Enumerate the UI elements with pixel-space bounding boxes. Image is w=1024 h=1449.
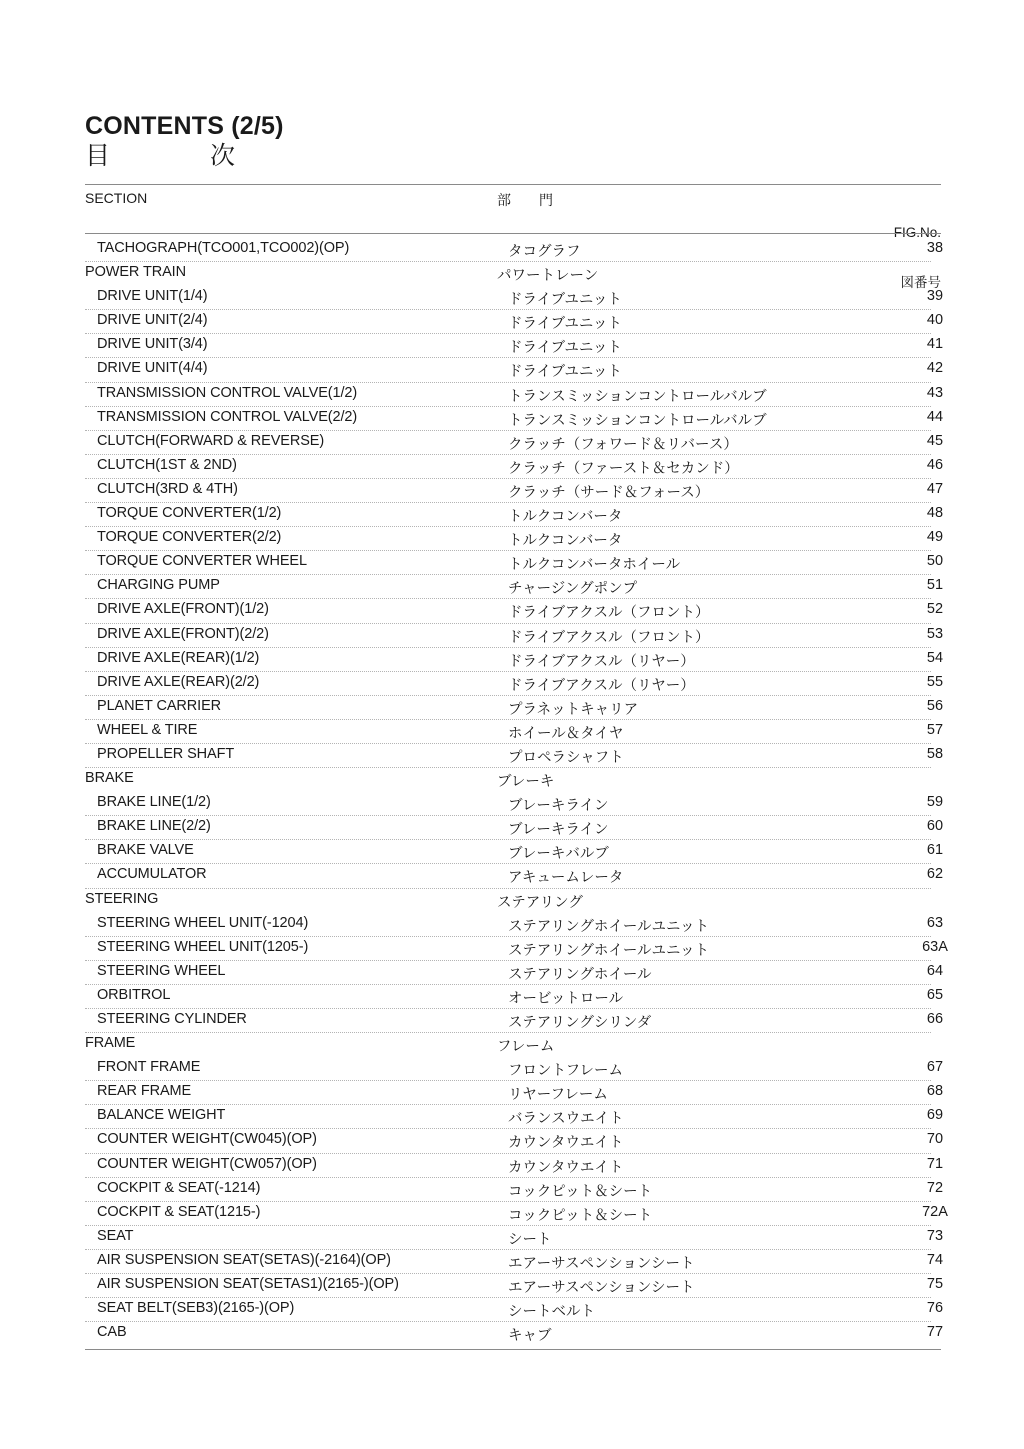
- toc-item-row[interactable]: [85, 310, 944, 334]
- toc-label-english: SEAT BELT(SEB3)(2165-)(OP): [97, 1300, 295, 1317]
- toc-figure-number: 39: [926, 288, 944, 305]
- toc-label-english: TRANSMISSION CONTROL VALVE(1/2): [97, 384, 358, 401]
- toc-label-japanese: ドライブユニット: [508, 364, 622, 381]
- toc-figure-number: 68: [926, 1083, 944, 1100]
- toc-label-english: STEERING: [85, 890, 159, 907]
- toc-item-row[interactable]: [85, 816, 944, 840]
- header-rule-bottom: [85, 233, 941, 234]
- toc-label-english: FRAME: [85, 1035, 136, 1052]
- toc-figure-number: 44: [926, 408, 944, 425]
- toc-label-english: BRAKE LINE(1/2): [97, 794, 211, 811]
- toc-item-row[interactable]: [85, 527, 944, 551]
- toc-label-japanese: チャージングポンプ: [508, 581, 638, 598]
- toc-item-row[interactable]: [85, 551, 944, 575]
- toc-figure-number: 59: [926, 794, 944, 811]
- toc-figure-number: 77: [926, 1324, 944, 1341]
- toc-figure-number: 48: [926, 505, 944, 522]
- toc-label-japanese: ステアリング: [497, 894, 583, 911]
- toc-label-japanese: プロペラシャフト: [508, 749, 624, 766]
- toc-label-japanese: アキュームレータ: [508, 870, 624, 887]
- toc-label-english: COUNTER WEIGHT(CW057)(OP): [97, 1155, 317, 1172]
- toc-label-japanese: フロントフレーム: [508, 1063, 623, 1080]
- toc-label-japanese: ブレーキライン: [508, 822, 609, 839]
- toc-label-english: DRIVE AXLE(REAR)(2/2): [97, 673, 260, 690]
- toc-label-english: BALANCE WEIGHT: [97, 1107, 226, 1124]
- toc-item-row[interactable]: [85, 1250, 944, 1274]
- toc-label-english: CAB: [97, 1324, 127, 1341]
- toc-figure-number: 73: [926, 1227, 944, 1244]
- toc-item-row[interactable]: [85, 599, 944, 623]
- toc-figure-number: 46: [926, 456, 944, 473]
- toc-item-row[interactable]: [85, 720, 944, 744]
- toc-label-english: TRANSMISSION CONTROL VALVE(2/2): [97, 408, 358, 425]
- toc-label-japanese: オービットロール: [508, 990, 624, 1007]
- toc-figure-number: 76: [926, 1300, 944, 1317]
- footer-rule: [85, 1349, 941, 1350]
- toc-item-row[interactable]: [85, 648, 944, 672]
- toc-label-english: REAR FRAME: [97, 1083, 192, 1100]
- toc-label-japanese: ドライブユニット: [508, 292, 622, 309]
- toc-item-row[interactable]: [85, 1129, 944, 1153]
- toc-figure-number: 62: [926, 866, 944, 883]
- toc-figure-number: 52: [926, 601, 944, 618]
- toc-figure-number: 63: [926, 914, 944, 931]
- toc-item-row[interactable]: [85, 937, 948, 961]
- toc-label-english: AIR SUSPENSION SEAT(SETAS1)(2165-)(OP): [97, 1276, 399, 1293]
- toc-label-english: STEERING WHEEL UNIT(1205-): [97, 938, 309, 955]
- toc-label-english: DRIVE UNIT(4/4): [97, 360, 208, 377]
- toc-label-english: DRIVE UNIT(2/4): [97, 312, 208, 329]
- toc-item-row[interactable]: [85, 913, 944, 937]
- toc-label-english: ACCUMULATOR: [97, 866, 207, 883]
- toc-label-english: COCKPIT & SEAT(-1214): [97, 1179, 261, 1196]
- column-header-bumon: 部 門: [497, 193, 553, 209]
- toc-figure-number: 54: [926, 649, 944, 666]
- toc-label-english: PLANET CARRIER: [97, 697, 222, 714]
- toc-item-row[interactable]: [85, 503, 944, 527]
- toc-label-english: STEERING WHEEL: [97, 962, 226, 979]
- toc-figure-number: 51: [926, 577, 944, 594]
- toc-label-japanese: トランスミッションコントロールバルブ: [508, 388, 767, 405]
- toc-figure-number: 50: [926, 553, 944, 570]
- toc-label-english: ORBITROL: [97, 986, 171, 1003]
- toc-item-row[interactable]: [85, 1009, 944, 1033]
- toc-label-japanese: カウンタウエイト: [508, 1135, 624, 1152]
- toc-item-row[interactable]: [85, 792, 944, 816]
- toc-label-english: CLUTCH(1ST & 2ND): [97, 456, 237, 473]
- toc-label-japanese: トルクコンバータ: [508, 533, 623, 550]
- toc-figure-number: 75: [926, 1276, 944, 1293]
- toc-label-english: COCKPIT & SEAT(1215-): [97, 1203, 261, 1220]
- page-title-english: CONTENTS (2/5): [85, 112, 284, 140]
- toc-item-row[interactable]: [85, 238, 944, 262]
- toc-label-japanese: ブレーキバルブ: [508, 846, 609, 863]
- toc-item-row[interactable]: [85, 358, 944, 382]
- toc-label-english: DRIVE AXLE(FRONT)(1/2): [97, 601, 269, 618]
- toc-label-japanese: リヤーフレーム: [508, 1087, 608, 1104]
- toc-label-english: TACHOGRAPH(TCO001,TCO002)(OP): [97, 240, 350, 256]
- column-header-figno-english: FIG.No.: [893, 225, 941, 240]
- toc-label-english: CHARGING PUMP: [97, 577, 220, 594]
- toc-label-english: DRIVE UNIT(1/4): [97, 288, 208, 305]
- toc-label-japanese: ドライブアクスル（リヤー）: [508, 653, 695, 670]
- toc-figure-number: 55: [926, 673, 944, 690]
- toc-item-row[interactable]: [85, 744, 944, 768]
- toc-label-english: FRONT FRAME: [97, 1059, 201, 1076]
- toc-label-japanese: エアーサスペンションシート: [508, 1255, 695, 1272]
- toc-label-japanese: ステアリングホイールユニット: [508, 942, 709, 959]
- toc-label-japanese: ステアリングホイール: [508, 966, 652, 983]
- toc-figure-number: 72A: [922, 1203, 948, 1220]
- toc-label-japanese: ドライブアクスル（フロント）: [508, 605, 710, 622]
- toc-item-row[interactable]: [85, 1322, 944, 1346]
- toc-item-row[interactable]: [85, 479, 944, 503]
- toc-label-japanese: コックピット＆シート: [508, 1207, 653, 1224]
- toc-item-row[interactable]: [85, 1298, 944, 1322]
- toc-item-row[interactable]: [85, 407, 944, 431]
- toc-label-japanese: ドライブアクスル（フロント）: [508, 629, 710, 646]
- toc-label-japanese: トルクコンバータ: [508, 509, 623, 526]
- toc-label-japanese: バランスウエイト: [508, 1111, 624, 1128]
- toc-figure-number: 64: [926, 962, 944, 979]
- toc-label-japanese: タコグラフ: [508, 244, 581, 260]
- header-rule-top: [85, 184, 941, 185]
- toc-label-english: STEERING CYLINDER: [97, 1011, 247, 1027]
- toc-section-row[interactable]: [85, 768, 941, 792]
- toc-label-japanese: シート: [508, 1231, 552, 1248]
- toc-label-english: POWER TRAIN: [85, 264, 186, 281]
- toc-label-japanese: ドライブアクスル（リヤー）: [508, 677, 695, 694]
- toc-item-row[interactable]: [85, 624, 944, 648]
- toc-label-english: TORQUE CONVERTER(1/2): [97, 505, 282, 522]
- toc-figure-number: 70: [926, 1131, 944, 1148]
- toc-section-row[interactable]: [85, 1033, 941, 1057]
- toc-label-english: COUNTER WEIGHT(CW045)(OP): [97, 1131, 317, 1148]
- toc-label-english: STEERING WHEEL UNIT(-1204): [97, 914, 309, 931]
- toc-label-japanese: クラッチ（ファースト＆セカンド）: [508, 460, 739, 477]
- toc-figure-number: 58: [926, 745, 944, 762]
- toc-figure-number: 63A: [922, 938, 948, 955]
- toc-item-row[interactable]: [85, 575, 944, 599]
- page-title-japanese: 目 次: [85, 141, 236, 170]
- toc-figure-number: 60: [926, 818, 944, 835]
- toc-figure-number: 61: [926, 842, 944, 859]
- page-title-block: [85, 112, 941, 171]
- toc-figure-number: 65: [926, 986, 944, 1003]
- toc-label-japanese: キャブ: [508, 1328, 552, 1345]
- toc-label-japanese: コックピット＆シート: [508, 1183, 653, 1200]
- toc-item-row[interactable]: [85, 961, 944, 985]
- toc-figure-number: 43: [926, 384, 944, 401]
- toc-item-row[interactable]: [85, 1081, 944, 1105]
- toc-figure-number: 66: [926, 1011, 944, 1027]
- toc-label-japanese: トルクコンバータホイール: [508, 557, 681, 574]
- toc-figure-number: 56: [926, 697, 944, 714]
- toc-figure-number: 67: [926, 1059, 944, 1076]
- toc-label-english: CLUTCH(FORWARD & REVERSE): [97, 432, 325, 449]
- toc-figure-number: 42: [926, 360, 944, 377]
- toc-item-row[interactable]: [85, 383, 944, 407]
- toc-label-japanese: ドライブユニット: [508, 316, 622, 333]
- toc-figure-number: 41: [926, 336, 944, 353]
- toc-label-english: DRIVE UNIT(3/4): [97, 336, 208, 353]
- toc-figure-number: 47: [926, 480, 944, 497]
- toc-item-row[interactable]: [85, 696, 944, 720]
- toc-label-japanese: ドライブユニット: [508, 340, 622, 357]
- toc-item-row[interactable]: [85, 1105, 944, 1129]
- table-of-contents: [85, 238, 948, 1346]
- toc-figure-number: 69: [926, 1107, 944, 1124]
- toc-section-row[interactable]: [85, 262, 941, 286]
- toc-label-english: DRIVE AXLE(FRONT)(2/2): [97, 625, 269, 642]
- toc-item-row[interactable]: [85, 1057, 944, 1081]
- toc-label-japanese: トランスミッションコントロールバルブ: [508, 412, 767, 429]
- toc-item-row[interactable]: [85, 1202, 948, 1226]
- toc-label-english: TORQUE CONVERTER WHEEL: [97, 553, 307, 570]
- toc-label-english: PROPELLER SHAFT: [97, 745, 235, 762]
- toc-figure-number: 71: [926, 1155, 944, 1172]
- toc-figure-number: 53: [926, 625, 944, 642]
- toc-label-english: BRAKE LINE(2/2): [97, 818, 211, 835]
- toc-label-japanese: エアーサスペンションシート: [508, 1280, 695, 1297]
- toc-figure-number: 72: [926, 1179, 944, 1196]
- column-header-section: SECTION: [85, 190, 148, 206]
- toc-figure-number: 74: [926, 1251, 944, 1268]
- toc-label-english: BRAKE VALVE: [97, 842, 194, 859]
- toc-item-row[interactable]: [85, 1154, 944, 1178]
- toc-figure-number: 57: [926, 721, 944, 738]
- toc-label-japanese: ブレーキ: [497, 774, 555, 791]
- toc-item-row[interactable]: [85, 672, 944, 696]
- toc-item-row[interactable]: [85, 864, 944, 888]
- toc-label-english: AIR SUSPENSION SEAT(SETAS)(-2164)(OP): [97, 1251, 391, 1268]
- toc-label-english: SEAT: [97, 1227, 134, 1244]
- toc-item-row[interactable]: [85, 286, 944, 310]
- toc-figure-number: 49: [926, 529, 944, 546]
- toc-figure-number: 45: [926, 432, 944, 449]
- toc-section-row[interactable]: [85, 889, 941, 913]
- toc-label-english: WHEEL & TIRE: [97, 721, 198, 738]
- toc-label-english: BRAKE: [85, 770, 134, 787]
- toc-label-japanese: ステアリングシリンダ: [508, 1015, 652, 1031]
- toc-label-japanese: シートベルト: [508, 1304, 595, 1321]
- toc-label-japanese: パワートレーン: [497, 268, 599, 285]
- toc-item-row[interactable]: [85, 840, 944, 864]
- toc-item-row[interactable]: [85, 1226, 944, 1250]
- toc-label-japanese: カウンタウエイト: [508, 1159, 624, 1176]
- column-header-figno-japanese: 図番号: [900, 275, 941, 291]
- toc-label-english: CLUTCH(3RD & 4TH): [97, 480, 238, 497]
- toc-label-japanese: プラネットキャリア: [508, 701, 639, 718]
- toc-item-row[interactable]: [85, 1274, 944, 1298]
- toc-label-japanese: クラッチ（フォワード＆リバース）: [508, 436, 738, 453]
- toc-label-japanese: フレーム: [497, 1039, 555, 1056]
- toc-item-row[interactable]: [85, 1178, 944, 1202]
- toc-label-english: DRIVE AXLE(REAR)(1/2): [97, 649, 260, 666]
- toc-item-row[interactable]: [85, 985, 944, 1009]
- toc-item-row[interactable]: [85, 431, 944, 455]
- toc-label-japanese: ステアリングホイールユニット: [508, 918, 709, 935]
- toc-label-japanese: クラッチ（サード＆フォース）: [508, 484, 710, 501]
- toc-item-row[interactable]: [85, 334, 944, 358]
- toc-figure-number: 40: [926, 312, 944, 329]
- toc-label-english: TORQUE CONVERTER(2/2): [97, 529, 282, 546]
- toc-item-row[interactable]: [85, 455, 944, 479]
- toc-label-japanese: ホイール＆タイヤ: [508, 725, 624, 742]
- toc-label-japanese: ブレーキライン: [508, 798, 609, 815]
- toc-figure-number: 38: [926, 240, 944, 256]
